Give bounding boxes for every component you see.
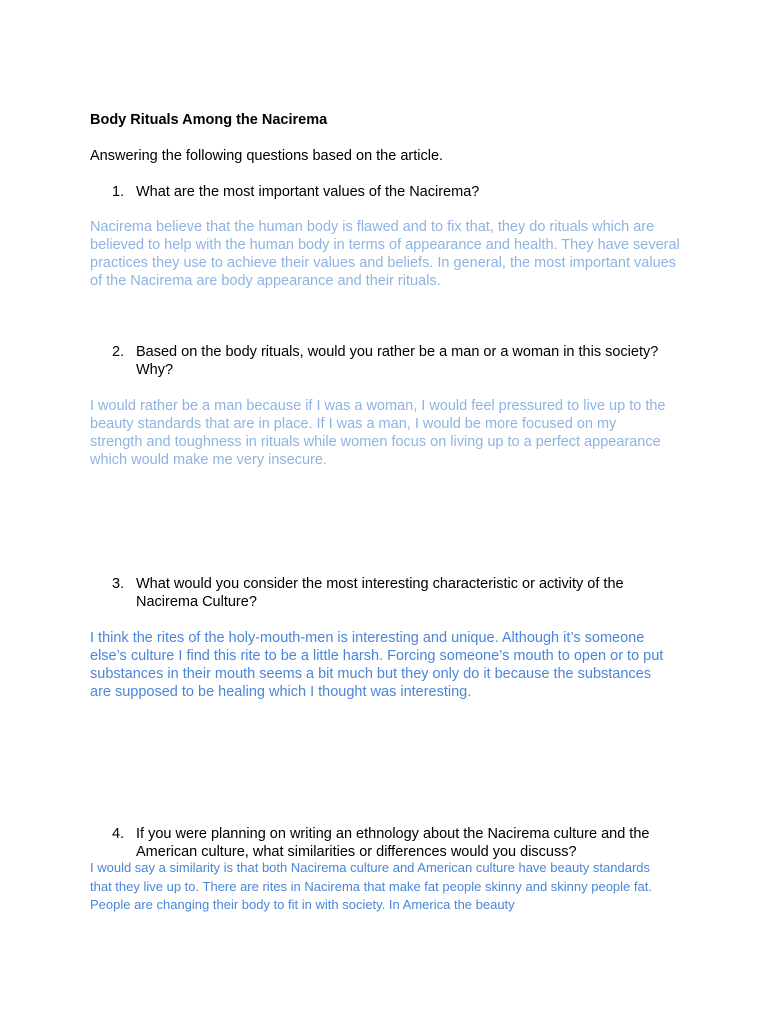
question-number: 4. bbox=[112, 826, 125, 842]
question-text: Based on the body rituals, would you rather be a man or a woman in this society? Why? bbox=[136, 344, 659, 378]
question-number: 3. bbox=[112, 576, 125, 592]
answer-4: I would say a similarity is that both Nacirema culture and American culture have beauty standards that they live up to. There are rites in Nacirema that make fat people skinny and skinny people fat. People are changing their body to fit in with society. In America the beauty bbox=[90, 860, 652, 912]
answer-3: I think the rites of the holy-mouth-men is interesting and unique. Although it’s someone else’s culture I find this rite to be a little harsh. Forcing someone’s mouth to open or to put substances in their mouth seems a bit much but they only do it because the substances are supposed to be healing which I thought was interesting. bbox=[90, 630, 664, 700]
answer-1: Nacirema believe that the human body is flawed and to fix that, they do rituals which are believed to help with the human body in terms of appearance and health. They have several practices they use to achieve their values and beliefs. In general, the most important values of the Nacirema are body appearance and their rituals. bbox=[90, 219, 680, 289]
question-text: What are the most important values of the Nacirema? bbox=[136, 184, 480, 200]
document-title: Body Rituals Among the Nacirema bbox=[90, 112, 328, 128]
question-2 bbox=[112, 343, 682, 379]
question-4 bbox=[112, 825, 678, 861]
document-intro: Answering the following questions based on the article. bbox=[90, 148, 444, 164]
answer-2: I would rather be a man because if I was a woman, I would feel pressured to live up to the beauty standards that are in place. If I was a man, I would be more focused on my strength and toughness in rituals while women focus on living up to a perfect appearance which would make me very insecure. bbox=[90, 398, 666, 468]
question-1 bbox=[112, 183, 682, 201]
question-number: 1. bbox=[112, 184, 125, 200]
question-3 bbox=[112, 575, 652, 611]
question-text: What would you consider the most interesting characteristic or activity of the Nacirema Culture? bbox=[136, 576, 624, 610]
question-number: 2. bbox=[112, 344, 125, 360]
question-text: If you were planning on writing an ethnology about the Nacirema culture and the American culture, what similarities or differences would you discuss? bbox=[136, 826, 650, 860]
